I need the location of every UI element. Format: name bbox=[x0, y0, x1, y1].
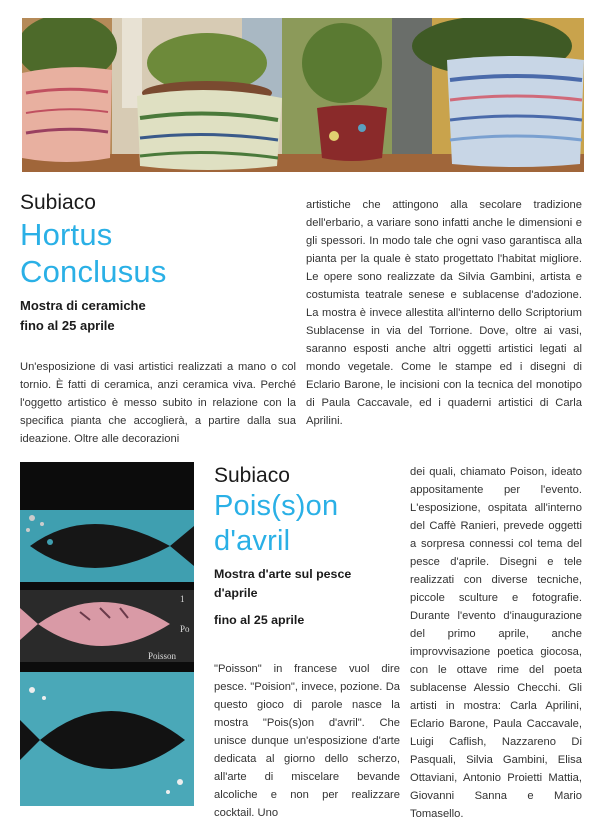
article-poisson-middle-column bbox=[214, 463, 400, 822]
article-title-line-1: Pois(s)on bbox=[214, 490, 339, 522]
article-date: fino al 25 aprile bbox=[214, 613, 305, 627]
article-subtitle-line-1: Mostra d'arte sul pesce bbox=[214, 567, 352, 581]
article-title-line-1: Hortus bbox=[20, 217, 113, 252]
ceramic-vases-photo bbox=[22, 18, 584, 172]
article-body-middle: "Poisson" in francese vuol dire pesce. "Poision", invece, pozione. Da questo gioco di parole nasce la mostra "Pois(s)on d'avril". Che unisce dunque un'esposizione d'arte dedicata al giorno dello scherzo, all'arte di miscelare bevande alcoliche e non per realizzare cocktail. Uno bbox=[214, 663, 400, 819]
poisson-poster-image bbox=[20, 462, 194, 806]
article-hortus-left-column bbox=[20, 190, 296, 448]
article-title-line-2: d'avril bbox=[214, 525, 291, 557]
article-title-line-2: Conclusus bbox=[20, 254, 167, 289]
article-subtitle-line-2: d'aprile bbox=[214, 586, 258, 600]
poster-label-bottom: Poisson bbox=[148, 651, 177, 661]
poster-page-number: 1 bbox=[180, 594, 185, 604]
article-poisson-right-column bbox=[410, 463, 582, 823]
article-city: Subiaco bbox=[214, 464, 290, 487]
article-body-right: artistiche che attingono alla secolare tradizione dell'erbario, a variare sono infatti anche le dimensioni e gli spessori. In modo tale che ogni vaso garantisca alla pianta per la quale è stato progettato l'habitat migliore. Le opere sono realizzate da Silvia Gambini, artista e costumista teatrale senese e sublacense d'adozione. La mostra è invece allestita all'interno dello Scriptorium Sublacense in via del Torrione. Dove, oltre ai vasi, saranno esposti anche altri oggetti artistici legati al mondo vegetale. Come le stampe ed i disegni di Eclario Barone, le incisioni con la tecnica del monotipo di Paula Caccavale, ed i quaderni artistici di Carla Aprilini. bbox=[306, 199, 582, 427]
article-hortus-right-column bbox=[306, 196, 582, 430]
article-subtitle-line-1: Mostra di ceramiche bbox=[20, 298, 146, 313]
article-subtitle-line-2: fino al 25 aprile bbox=[20, 318, 115, 333]
article-body-right: dei quali, chiamato Poison, ideato appositamente per l'evento. L'esposizione, ospitata all'interno del Caffè Ranieri, prevede oggetti a sorpresa connessi col tema del pesce d'aprile. Disegni e tele realizzati con diverse tecniche, piccole sculture e fotografie. Durante l'evento d'inaugurazione del primo aprile, anche improvvisazione poetica giocosa, con le ottave rime del poeta sublacense Alessio Checchi. Gli artisti in mostra: Carla Aprilini, Eclario Barone, Paula Caccavale, Luigi Caflish, Nazzareno Di Pasquali, Silvia Gambini, Elisa Ottaviani, Antonio Proietti Mattia, Giovanni Sanna e Mario Tomasello. bbox=[410, 466, 582, 820]
article-city: Subiaco bbox=[20, 191, 96, 214]
article-body-left: Un'esposizione di vasi artistici realizzati a mano o col tornio. È fatti di ceramica, anzi ceramica viva. Perché l'oggetto artistico è messo subito in relazione con la specifica pianta che accoglierà, a partire dalla sua ideazione. Oltre alle decorazioni bbox=[20, 361, 296, 445]
poster-label-partial: Po bbox=[180, 624, 190, 634]
